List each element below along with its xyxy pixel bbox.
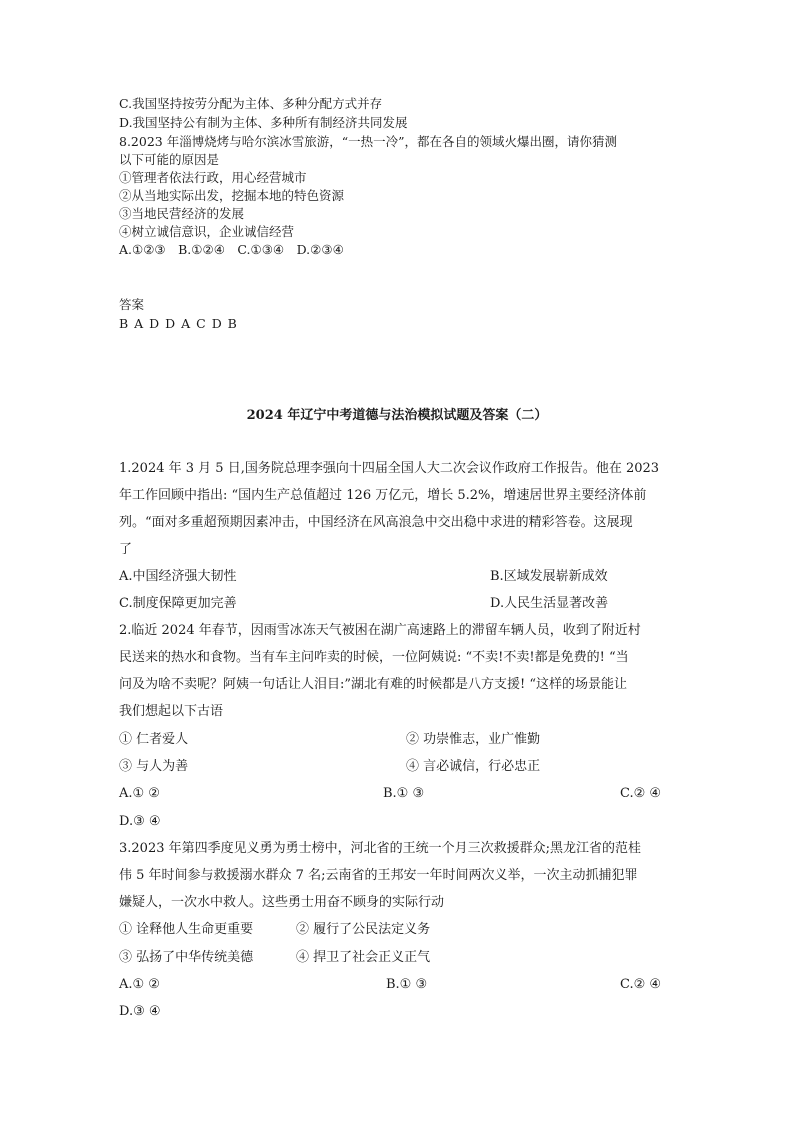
q2-stem-line-2: 民送来的热水和食物。当有车主问咋卖的时候，一位阿姨说: “不卖!不卖!都是免费的! “当: [119, 650, 629, 665]
q3-stem-line-2: 伟 5 年时间参与救援溺水群众 7 名;云南省的王邦安一年时间两次义举，一次主动抓捕犯罪: [119, 868, 638, 883]
q1-option-b: B.区域发展崭新成效: [490, 569, 608, 584]
prev-option-c: C.我国坚持按劳分配为主体、多种分配方式并存: [119, 96, 383, 111]
q2-option-d: D.③ ④: [119, 814, 161, 829]
q8-item-1: ①管理者依法行政，用心经营城市: [119, 170, 307, 185]
q2-option-b: B.① ③: [383, 786, 425, 801]
q1-stem-line-2: 年工作回顾中指出: “国内生产总值超过 126 万亿元，增长 5.2%，增速居世界主要经济体前: [119, 488, 647, 503]
q1-option-d: D.人民生活显著改善: [490, 596, 609, 611]
q8-stem-line-1: 8.2023 年淄博烧烤与哈尔滨冰雪旅游，“一热一冷”，都在各自的领域火爆出圈，请你猜测: [119, 134, 617, 149]
q2-item-3: ③ 与人为善: [119, 759, 189, 774]
q1-option-c: C.制度保障更加完善: [119, 596, 237, 611]
q3-stem-line-1: 3.2023 年第四季度见义勇为勇士榜中，河北省的王统一个月三次救援群众;黑龙江省的范桂: [119, 841, 642, 856]
q2-item-2: ② 功崇惟志，业广惟勤: [406, 732, 541, 747]
q8-options: A.①②③ B.①②④ C.①③④ D.②③④: [119, 242, 344, 257]
q2-option-a: A.① ②: [119, 786, 160, 801]
q3-item-1: ① 诠释他人生命更重要: [119, 922, 254, 937]
q2-item-1: ① 仁者爱人: [119, 732, 189, 747]
answer-label: 答案: [119, 297, 145, 312]
page-title: 2024 年辽宁中考道德与法治模拟试题及答案（二）: [246, 408, 548, 423]
q8-item-4: ④树立诚信意识，企业诚信经营: [119, 224, 295, 239]
q2-option-c: C.② ④: [620, 786, 662, 801]
q8-stem-line-2: 以下可能的原因是: [119, 152, 220, 167]
answer-value: B A D D A C D B: [119, 316, 238, 331]
q3-item-3: ③ 弘扬了中华传统美德: [119, 950, 254, 965]
q8-item-2: ②从当地实际出发，挖掘本地的特色资源: [119, 188, 345, 203]
q3-option-a: A.① ②: [119, 977, 160, 992]
q2-stem-line-3: 问及为啥不卖呢？阿姨一句话让人泪目:”湖北有难的时候都是八方支援! “这样的场景能让: [119, 677, 628, 692]
q2-stem-line-4: 我们想起以下古语: [119, 704, 224, 719]
q2-item-4: ④ 言必诚信，行必忠正: [406, 759, 541, 774]
q3-option-c: C.② ④: [620, 977, 662, 992]
q3-item-2: ② 履行了公民法定义务: [296, 922, 431, 937]
q8-item-3: ③当地民营经济的发展: [119, 206, 245, 221]
q3-option-d: D.③ ④: [119, 1004, 161, 1019]
q3-item-4: ④ 捍卫了社会正义正气: [296, 950, 431, 965]
q3-stem-line-3: 嫌疑人，一次水中救人。这些勇士用奋不顾身的实际行动: [119, 895, 445, 910]
q2-stem-line-1: 2.临近 2024 年春节，因雨雪冰冻天气被困在湖广高速路上的滞留车辆人员，收到了附近村: [119, 623, 641, 638]
q1-stem-line-1: 1.2024 年 3 月 5 日,国务院总理李强向十四届全国人大二次会议作政府工作报告。他在 2023: [119, 461, 660, 476]
prev-option-d: D.我国坚持公有制为主体、多种所有制经济共同发展: [119, 115, 408, 130]
q1-stem-line-3: 列。“面对多重超预期因素冲击，中国经济在风高浪急中交出稳中求进的精彩答卷。这展现: [119, 515, 633, 530]
q1-option-a: A.中国经济强大韧性: [119, 569, 237, 584]
q1-stem-line-4: 了: [119, 542, 133, 557]
q3-option-b: B.① ③: [386, 977, 428, 992]
